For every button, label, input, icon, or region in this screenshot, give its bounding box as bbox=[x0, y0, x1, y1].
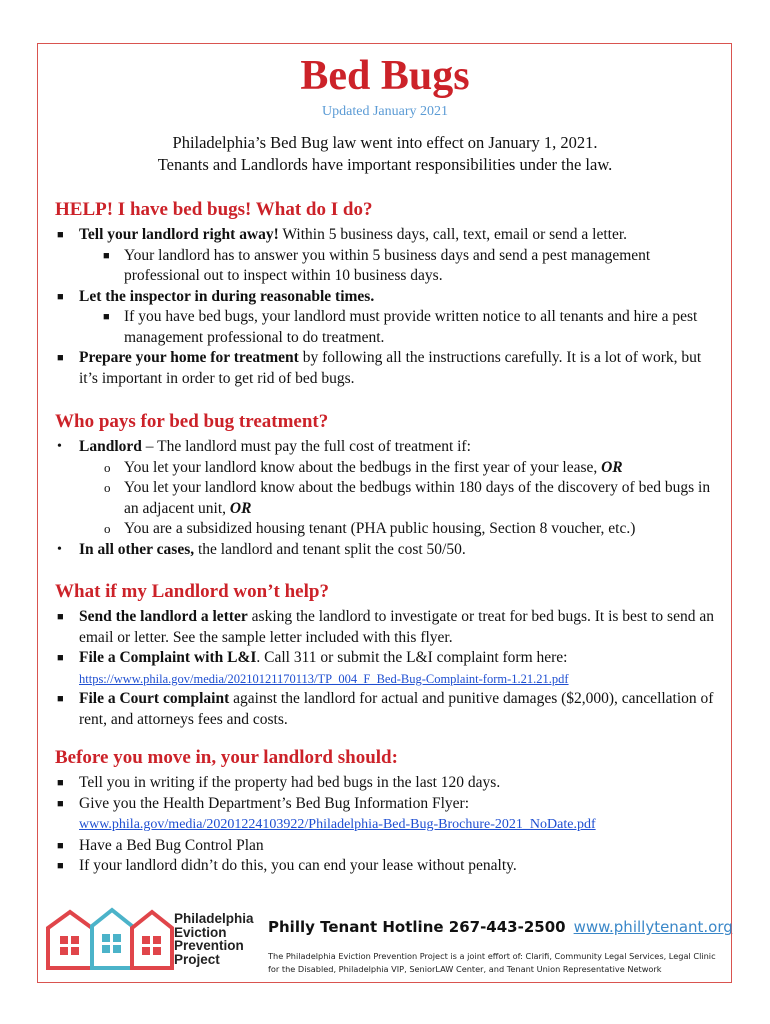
hotline bbox=[268, 918, 733, 936]
logo-wordmark: Philadelphia Eviction Prevention Project bbox=[174, 911, 254, 967]
list-item: ■ Let the inspector in during reasonable times. bbox=[55, 287, 720, 308]
list-item: ■ Tell your landlord right away! Within 5 business days, call, text, email or send a letter. bbox=[55, 225, 720, 246]
website-link[interactable]: www.phillytenant.org bbox=[573, 918, 733, 936]
list-item: ■ Give you the Health Department’s Bed Bug Information Flyer: www.phila.gov/media/20201224103922/Philadelphia-Bed-Bug-Brochure-2021_NoDate.pdf bbox=[57, 794, 596, 832]
list-item: ■ File a Court complaint against the landlord for actual and punitive damages ($2,000), cancellation of rent, and attorneys fees and costs. bbox=[57, 690, 714, 728]
intro-line-1: Philadelphia’s Bed Bug law went into effect on January 1, 2021. bbox=[172, 133, 598, 152]
square-bullet-icon: ■ bbox=[57, 777, 64, 789]
sub-list-item: o You let your landlord know about the bedbugs in the first year of your lease, OR bbox=[55, 458, 720, 479]
square-bullet-icon: ■ bbox=[57, 693, 64, 705]
wont-help-heading: What if my Landlord won’t help? bbox=[55, 581, 329, 602]
page-title: Bed Bugs bbox=[300, 53, 470, 99]
list-item: ■ Prepare your home for treatment by following all the instructions carefully. It is a lot of work, but it’s important in order to get rid of bed bugs. bbox=[57, 349, 702, 387]
circle-bullet-icon: o bbox=[104, 521, 111, 536]
list-item: ■ Tell you in writing if the property had bed bugs in the last 120 days. bbox=[55, 773, 720, 794]
square-bullet-icon: ■ bbox=[57, 229, 64, 241]
square-bullet-icon: ■ bbox=[57, 352, 64, 364]
list-item: ■ Have a Bed Bug Control Plan bbox=[55, 836, 720, 857]
list-item: ■ File a Complaint with L&I. Call 311 or submit the L&I complaint form here: https://www.phila.gov/media/20210121170113/TP_004_F_Bed-Bug-Complaint-form-1.21.21.pdf bbox=[57, 649, 569, 686]
who-pays-section bbox=[55, 410, 720, 560]
dot-bullet-icon: • bbox=[57, 439, 62, 454]
sub-list-item: o You are a subsidized housing tenant (PHA public housing, Section 8 voucher, etc.) bbox=[55, 519, 720, 540]
square-bullet-icon: ■ bbox=[57, 797, 64, 810]
lni-complaint-form-link[interactable]: https://www.phila.gov/media/20210121170113/TP_004_F_Bed-Bug-Complaint-form-1.21.21.pdf bbox=[79, 671, 569, 686]
sub-list-item: ■ If you have bed bugs, your landlord must provide written notice to all tenants and hire a pest management professional to do treatment. bbox=[103, 308, 698, 346]
square-bullet-icon: ■ bbox=[103, 249, 110, 262]
square-bullet-icon: ■ bbox=[57, 839, 64, 852]
dot-bullet-icon: • bbox=[57, 541, 62, 557]
sub-list-item: ■ Your landlord has to answer you within 5 business days and send a pest management professional out to inspect within 10 business days. bbox=[103, 246, 651, 284]
circle-bullet-icon: o bbox=[104, 480, 111, 495]
intro-line-2: Tenants and Landlords have important responsibilities under the law. bbox=[157, 155, 613, 174]
square-bullet-icon: ■ bbox=[103, 311, 110, 323]
who-pays-heading: Who pays for bed bug treatment? bbox=[55, 411, 329, 432]
help-section bbox=[55, 198, 720, 389]
sub-list-item: o You let your landlord know about the bedbugs within 180 days of the discovery of bed bugs in an adjacent unit, OR bbox=[104, 479, 711, 517]
square-bullet-icon: ■ bbox=[57, 860, 64, 872]
list-item: ■ Send the landlord a letter asking the landlord to investigate or treat for bed bugs. It is best to send an email or letter. See the sample letter included with this flyer. bbox=[57, 608, 714, 646]
updated-date: Updated January 2021 bbox=[322, 104, 448, 119]
square-bullet-icon: ■ bbox=[57, 611, 64, 623]
move-in-heading: Before you move in, your landlord should: bbox=[55, 747, 398, 768]
health-dept-flyer-link[interactable]: www.phila.gov/media/20201224103922/Philadelphia-Bed-Bug-Brochure-2021_NoDate.pdf bbox=[79, 817, 596, 832]
move-in-section bbox=[55, 746, 720, 877]
footer-note: The Philadelphia Eviction Prevention Project is a joint effort of: Clarifi, Community Legal Services, Legal Clinic for the Disabled, Philadelphia VIP, SeniorLAW Center, and Tenant Union Representative Network bbox=[268, 951, 716, 974]
intro-text bbox=[0, 132, 770, 176]
wont-help-section bbox=[55, 580, 720, 730]
list-item: ■ If your landlord didn’t do this, you can end your lease without penalty. bbox=[55, 856, 720, 877]
list-item: • Landlord – The landlord must pay the full cost of treatment if: bbox=[55, 437, 720, 458]
list-item: • In all other cases, the landlord and tenant split the cost 50/50. bbox=[55, 540, 720, 561]
square-bullet-icon: ■ bbox=[57, 290, 64, 303]
square-bullet-icon: ■ bbox=[57, 652, 64, 664]
help-heading: HELP! I have bed bugs! What do I do? bbox=[55, 199, 373, 220]
hotline-number: Philly Tenant Hotline 267-443-2500 bbox=[268, 918, 566, 936]
circle-bullet-icon: o bbox=[104, 459, 111, 475]
